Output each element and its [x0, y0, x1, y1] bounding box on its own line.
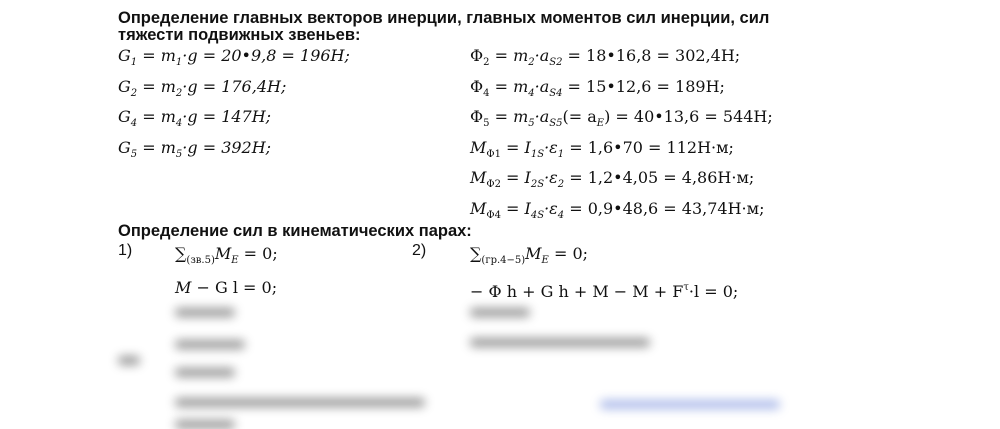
equation-subscript: 4 [483, 87, 490, 99]
equation-factor-2: ·a [534, 76, 550, 96]
moment-subscript: E [541, 255, 549, 266]
equation-factor: = I [500, 168, 531, 187]
sum-symbol: ∑ [175, 244, 187, 263]
item-number-1: 1) [118, 242, 133, 259]
inertia-equation [470, 46, 740, 73]
equation-mass: = m [137, 46, 176, 65]
equation-subscript: 1 [130, 57, 138, 68]
equation-rest: = 0; [238, 244, 278, 263]
gravity-equation [118, 107, 271, 134]
sum-subscript: (гр.4−5) [481, 255, 526, 266]
sum-symbol: ∑ [470, 244, 482, 263]
factor-2-subscript: 1 [557, 148, 565, 160]
equation-rest: = 1,2•4,05 = 4,86Н·м; [564, 168, 755, 187]
equation-rest: = 1,6•70 = 112Н·м; [564, 137, 734, 157]
factor-subscript: 2 [528, 57, 535, 68]
equation-rest-2: ) = 40•13,6 = 544Н; [604, 107, 773, 126]
equation-mass: = m [137, 107, 176, 126]
equation-factor-2: ·a [534, 107, 550, 126]
factor-2-subscript: 2 [557, 179, 565, 190]
moment-symbol: M [525, 244, 542, 263]
mass-subscript: 1 [175, 57, 183, 68]
equation-mass: = m [137, 137, 176, 157]
equation-subscript: 4 [130, 118, 138, 129]
partial-equation-2: − Φ h + G $h + M - M + F^\tau\cdot l = 0$; [470, 282, 739, 301]
blurred-content [0, 288, 1000, 429]
equation-factor: = I [500, 198, 531, 218]
equation-rest: = 0,9•48,6 = 43,74Н·м; [564, 198, 765, 218]
equation-symbol: G [118, 137, 131, 157]
equation-factor: = m [489, 76, 529, 96]
equation-subscript: 5 [483, 118, 490, 129]
equation-symbol: Φ [470, 76, 484, 96]
item-number-2: 2) [412, 242, 427, 259]
equation-symbol: M [470, 168, 487, 187]
inertia-equation [470, 107, 773, 134]
equation-rest: ·g = 147Н; [182, 107, 272, 126]
equation-symbol: G [118, 107, 131, 126]
equation-symbol: Φ [470, 107, 484, 126]
equation-subscript: Φ1 [486, 148, 501, 160]
partial-equation-1: M − G l = 0; [175, 278, 278, 297]
equation-rest: (= a [562, 107, 597, 126]
factor-2-subscript: 4 [557, 209, 565, 221]
factor-2-subscript: S4 [549, 87, 563, 99]
equation-sum-group45 [470, 244, 588, 271]
equation-subscript: Φ4 [486, 209, 501, 221]
equation-rest: = 15•12,6 = 189Н; [562, 76, 725, 96]
section-heading-inertia [118, 10, 769, 44]
section-heading-kinematic-pairs: Определение сил в кинематических парах: [118, 222, 472, 240]
gravity-equation [118, 46, 350, 73]
equation-symbol: M [470, 137, 487, 157]
equation-rest: ·g = 20•9,8 = 196Н; [182, 46, 350, 65]
equation-subscript: 5 [130, 148, 138, 160]
mass-subscript: 5 [175, 148, 183, 160]
gravity-equation [118, 138, 271, 165]
factor-subscript: 5 [528, 118, 535, 129]
equation-factor: = I [500, 137, 531, 157]
factor-subscript: 1S [530, 148, 545, 160]
equation-mass: = m [137, 76, 176, 96]
equation-factor-2: ·ε [544, 137, 558, 157]
inertia-equation [470, 138, 734, 165]
equation-rest: = 18•16,8 = 302,4Н; [562, 46, 741, 65]
equation-sum-link5 [175, 244, 278, 271]
sum-subscript: (зв.5) [186, 255, 215, 266]
equation-factor-2: ·ε [544, 198, 558, 218]
mass-subscript: 2 [175, 87, 183, 99]
equation-symbol: M [470, 198, 487, 218]
equation-factor: = m [489, 46, 529, 65]
equation-subscript: Φ2 [486, 179, 501, 190]
heading-line-2: тяжести подвижных звеньев: [118, 26, 361, 44]
factor-2-subscript: S2 [549, 57, 563, 68]
equation-rest: = 0; [548, 244, 589, 263]
gravity-equation [118, 77, 286, 104]
equation-symbol: G [118, 46, 131, 65]
inertia-equation [470, 77, 725, 104]
equation-subscript: 2 [130, 87, 138, 99]
moment-subscript: E [231, 255, 239, 266]
equation-rest: ·g = 392Н; [182, 137, 272, 157]
mass-subscript: 4 [175, 118, 183, 129]
factor-subscript: 2S [530, 179, 545, 190]
equation-factor-2: ·ε [544, 168, 558, 187]
factor-subscript: 4 [528, 87, 535, 99]
equation-factor: = m [489, 107, 529, 126]
heading-line-1: Определение главных векторов инерции, главных моментов сил инерции, сил [118, 9, 770, 27]
equation-subscript: 2 [483, 57, 490, 68]
factor-2-subscript: S5 [549, 118, 563, 129]
inertia-equation [470, 199, 764, 226]
equation-symbol: Φ [470, 46, 484, 65]
equation-rest: ·g = 176,4Н; [182, 76, 287, 96]
inertia-equation [470, 168, 754, 195]
extra-subscript: E [596, 118, 605, 129]
factor-subscript: 4S [530, 209, 545, 221]
moment-symbol: M [214, 244, 232, 263]
equation-symbol: G [118, 76, 131, 96]
equation-factor-2: ·a [534, 46, 550, 65]
